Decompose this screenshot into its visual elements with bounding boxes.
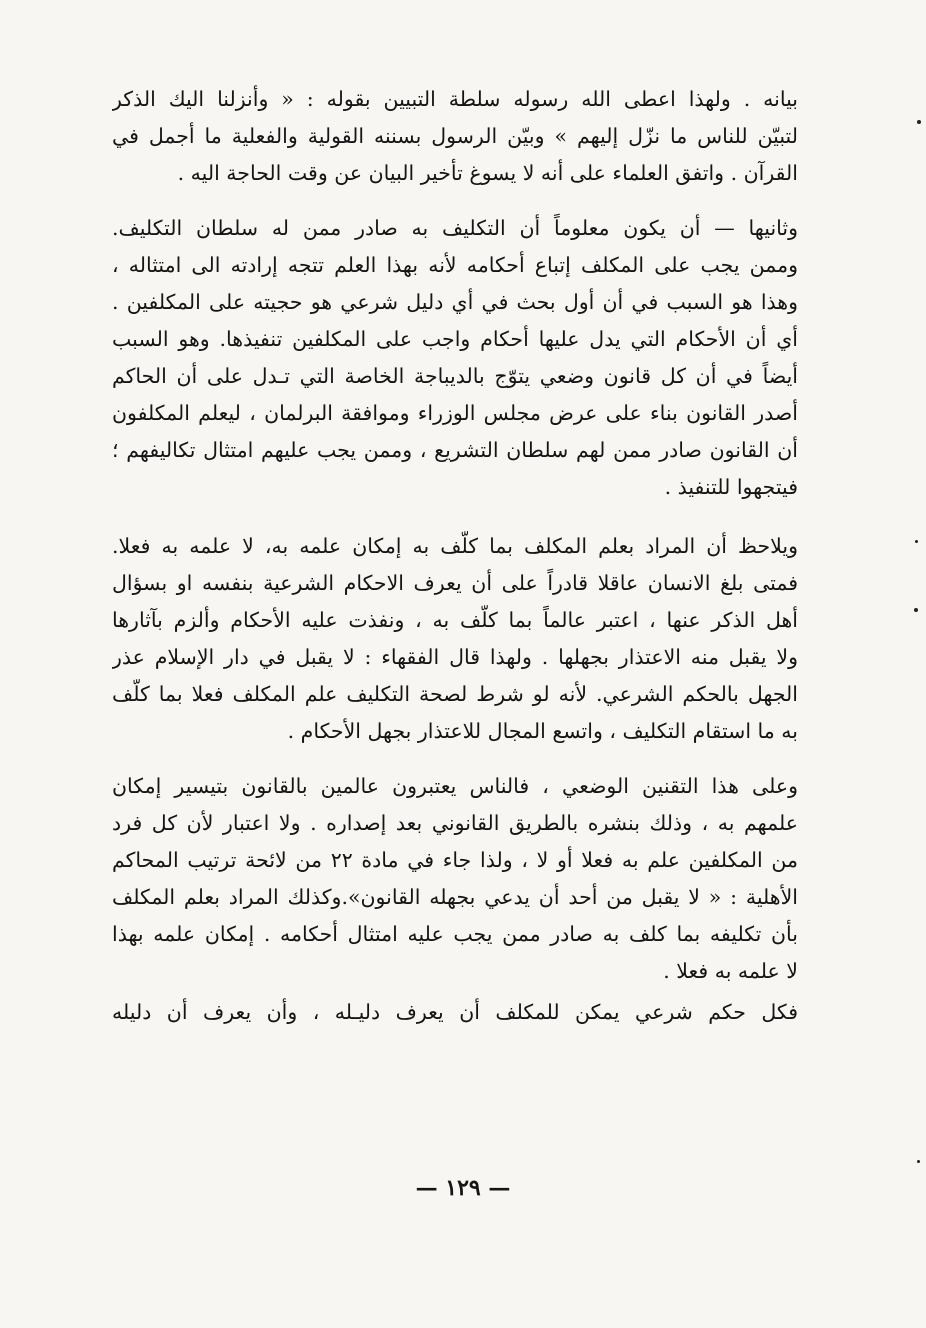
paragraph-3 [112,531,798,746]
paragraph-5 [112,997,798,1027]
text-line: أصدر القانون بناء على عرض مجلس الوزراء وموافقة البرلمان ، ليعلم المكلفون [112,401,798,425]
scan-speck [917,1160,920,1163]
text-line: فيتجهوا للتنفيذ . [664,475,798,499]
page-number [0,1175,926,1201]
paragraph-1 [112,84,798,188]
paragraph-spacer [112,195,798,213]
text-line: الأهلية : « لا يقبل من أحد أن يدعي بجهله القانون».وكذلك المراد بعلم المكلف [112,885,798,909]
text-line: الجهل بالحكم الشرعي. لأنه لو شرط لصحة التكليف علم المكلف فعلا بما كلّف [112,682,798,706]
text-line: علمهم به ، وذلك بنشره بالطريق القانوني بعد إصداره . ولا اعتبار لأن كل فرد [112,811,798,835]
page-number-label: — ١٢٩ — [415,1175,511,1201]
text-line: وثانيها — أن يكون معلوماً أن التكليف به صادر ممن له سلطان التكليف. [112,216,798,240]
text-line: أي أن الأحكام التي يدل عليها أحكام واجب على المكلفين تنفيذها. وهو السبب [112,327,798,351]
text-line: به ما استقام التكليف ، واتسع المجال للاعتذار بجهل الأحكام . [287,719,798,743]
text-line: ولا يقبل منه الاعتذار بجهلها . ولهذا قال الفقهاء : لا يقبل في دار الإسلام عذر [112,645,798,669]
text-line: فمتى بلغ الانسان عاقلا قادراً على أن يعرف الاحكام الشرعية بنفسه او بسؤال [112,571,798,595]
text-line: لتبيّن للناس ما نزّل إليهم » وبيّن الرسول بسننه القولية والفعلية ما أجمل في [112,124,798,148]
text-line: وعلى هذا التقنين الوضعي ، فالناس يعتبرون عالمين بالقانون بتيسير إمكان [112,774,798,798]
page-body [112,84,798,1034]
text-line: من المكلفين علم به فعلا أو لا ، ولذا جاء في مادة ٢٢ من لائحة ترتيب المحاكم [112,848,798,872]
text-line: لا علمه به فعلا . [663,959,798,983]
text-line: ويلاحظ أن المراد بعلم المكلف بما كلّف به إمكان علمه به، لا علمه به فعلا. [112,534,798,558]
text-line: أن القانون صادر ممن لهم سلطان التشريع ، وممن يجب عليهم امتثال تكاليفهم ؛ [112,438,798,462]
text-line: أهل الذكر عنها ، اعتبر عالماً بما كلّف به ، ونفذت عليه الأحكام وألزم بآثارها [112,608,798,632]
text-line: وممن يجب على المكلف إتباع أحكامه لأنه بهذا العلم تتجه إرادته الى امتثاله ، [112,253,798,277]
text-line: أيضاً في أن كل قانون وضعي يتوّج بالديباجة الخاصة التي تـدل على أن الحاكم [112,364,798,388]
scan-speck [917,120,921,124]
text-line: بيانه . ولهذا اعطى الله رسوله سلطة التبيين بقوله : « وأنزلنا اليك الذكر [112,87,798,111]
text-line: بأن تكليفه بما كلف به صادر ممن يجب عليه امتثال أحكامه . إمكان علمه بهذا [112,922,798,946]
paragraph-2 [112,213,798,502]
paragraph-4 [112,771,798,986]
paragraph-spacer [112,509,798,531]
scan-speck [914,608,918,612]
text-line: القرآن . واتفق العلماء على أنه لا يسوغ تأخير البيان عن وقت الحاجة اليه . [177,161,798,185]
paragraph-spacer [112,753,798,771]
text-line: فكل حكم شرعي يمكن للمكلف أن يعرف دليـله ، وأن يعرف أن دليله [112,1000,798,1024]
text-line: وهذا هو السبب في أن أول بحث في أي دليل شرعي هو حجيته على المكلفين . [112,290,798,314]
scan-speck [915,540,918,543]
